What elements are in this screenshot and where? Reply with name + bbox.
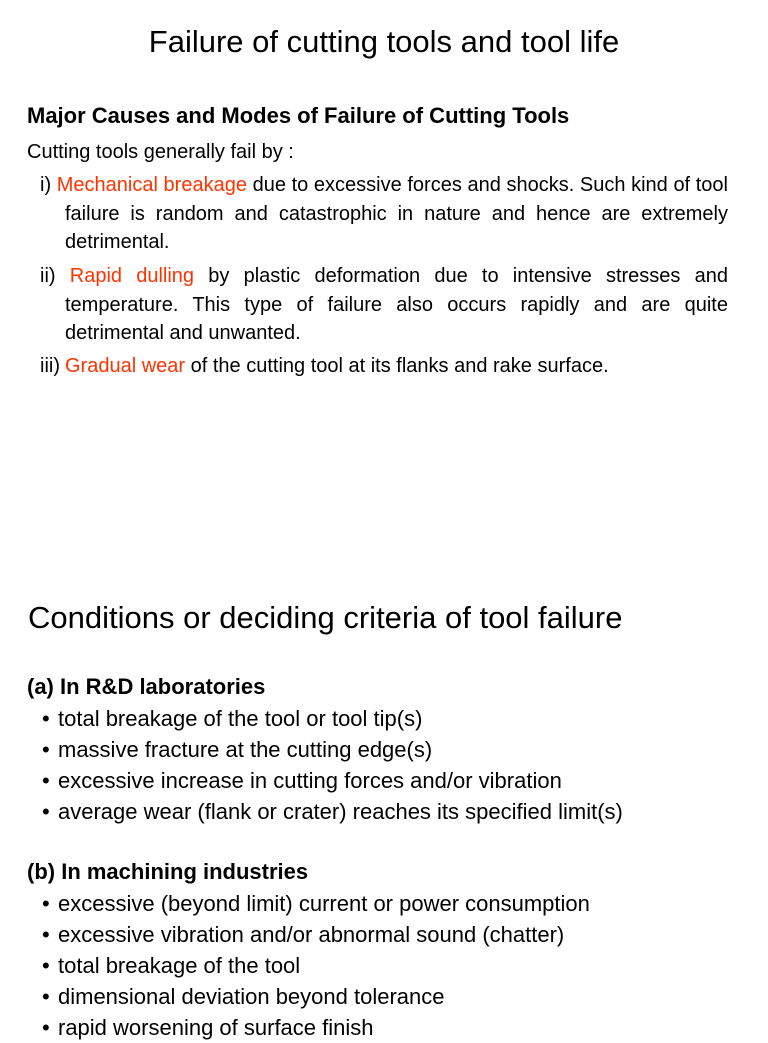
intro-text: Cutting tools generally fail by : [27,141,294,163]
cause-item-mechanical-breakage [40,171,728,257]
cause-marker: i) [40,174,52,196]
cause-text: due to excessive forces and shocks. Such kind of tool failure is random and catastrophic in nature and hence are extremely detrimental. [65,174,728,253]
list-item-text: excessive (beyond limit) current or power consumption [58,891,590,916]
bullet-icon: • [42,737,50,762]
cause-marker: iii) [40,355,60,377]
bullet-icon: • [42,799,50,824]
list-item-text: average wear (flank or crater) reaches its specified limit(s) [58,799,623,824]
list-item-text: massive fracture at the cutting edge(s) [58,737,433,762]
bullet-icon: • [42,984,50,1009]
list-item [42,981,590,1012]
list-item [42,919,590,950]
list-item-text: total breakage of the tool [58,953,301,978]
cause-item-rapid-dulling [40,262,728,348]
section-heading-rd-laboratories: (a) In R&D laboratories [27,674,266,699]
list-item-text: dimensional deviation beyond tolerance [58,984,445,1009]
cause-highlight: Rapid dulling [69,265,195,287]
list-item [42,765,623,796]
bullet-icon: • [42,953,50,978]
bullet-icon: • [42,922,50,947]
cause-text: of the cutting tool at its flanks and rake surface. [185,355,609,377]
list-item [42,950,590,981]
cause-marker: ii) [40,265,56,287]
list-item-text: rapid worsening of surface finish [58,1015,374,1040]
list-item-text: total breakage of the tool or tool tip(s) [58,706,423,731]
list-item [42,703,623,734]
cause-text: by plastic deformation due to intensive stresses and temperature. This type of failure also occurs rapidly and are quite detrimental and unwanted. [65,265,728,344]
section-heading-causes: Major Causes and Modes of Failure of Cutting Tools [27,103,570,128]
cause-highlight: Gradual wear [65,355,186,377]
bullet-icon: • [42,706,50,731]
criteria-list-rd [42,703,623,827]
bullet-icon: • [42,891,50,916]
list-item [42,1012,590,1043]
bullet-icon: • [42,1015,50,1040]
slide-title-failure-criteria: Conditions or deciding criteria of tool failure [28,600,623,635]
list-item-text: excessive increase in cutting forces and/or vibration [58,768,562,793]
cause-item-gradual-wear [40,352,728,381]
list-item [42,734,623,765]
list-item-text: excessive vibration and/or abnormal sound (chatter) [58,922,565,947]
section-heading-machining-industries: (b) In machining industries [27,859,309,884]
list-item [42,796,623,827]
criteria-list-industry [42,888,590,1043]
slide-title-tool-failure: Failure of cutting tools and tool life [148,24,620,59]
bullet-icon: • [42,768,50,793]
cause-highlight: Mechanical breakage [56,174,247,196]
list-item [42,888,590,919]
